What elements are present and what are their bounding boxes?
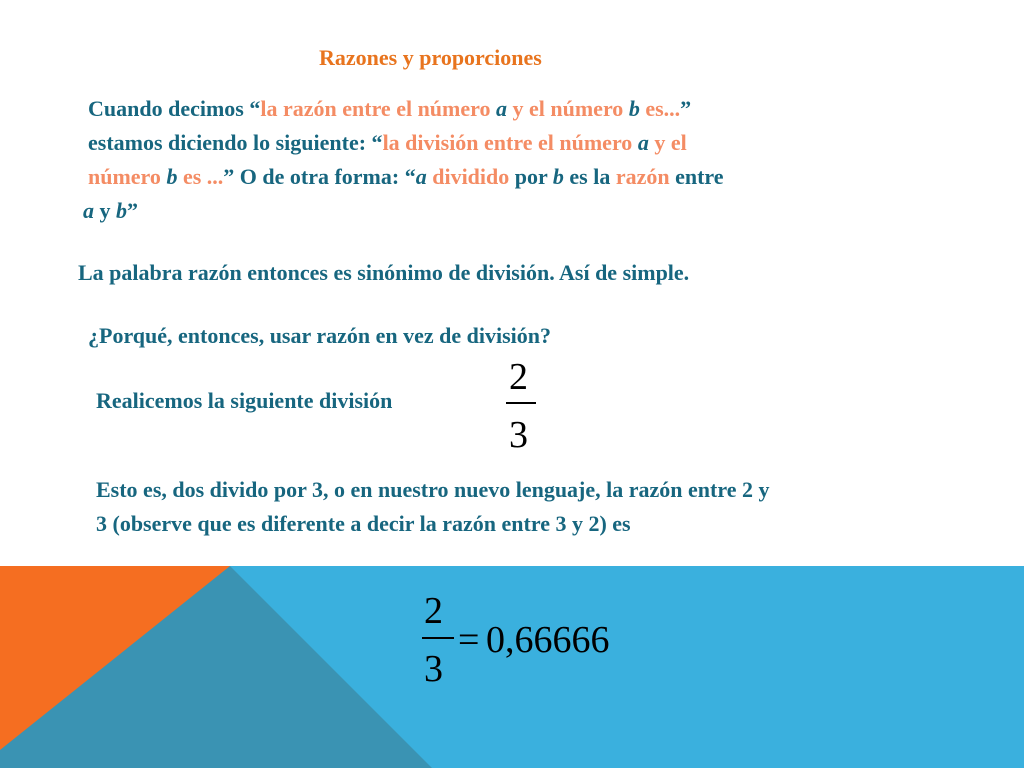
text-run: entre	[669, 164, 724, 189]
text-run: b	[552, 164, 564, 189]
text-run: número	[88, 164, 167, 189]
equation-numerator: 2	[424, 590, 443, 632]
paragraph-definition	[83, 92, 724, 228]
text-run: y el	[648, 130, 687, 155]
text-run: b	[628, 96, 640, 121]
paragraph-explanation	[96, 473, 769, 541]
equation-denominator: 3	[424, 648, 443, 690]
paragraph-line: Esto es, dos divido por 3, o en nuestro nuevo lenguaje, la razón entre 2 y	[96, 477, 770, 502]
fraction-denominator: 3	[509, 414, 528, 456]
text-run: Cuando decimos “	[88, 96, 261, 121]
text-run: a	[415, 164, 427, 189]
paragraph-line	[88, 160, 724, 194]
text-run: es la	[563, 164, 616, 189]
text-run: ”	[680, 96, 692, 121]
text-run: dividido	[426, 164, 510, 189]
text-run: a	[83, 198, 94, 223]
fraction-numerator: 2	[509, 356, 528, 398]
text-run: b	[166, 164, 178, 189]
text-run: b	[116, 198, 127, 223]
text-run: ” O de otra forma: “	[223, 164, 416, 189]
text-run: la razón entre el número	[260, 96, 496, 121]
paragraph-line	[88, 92, 724, 126]
equation-result: 0,66666	[486, 619, 610, 661]
text-run: razón	[615, 164, 670, 189]
equals-sign: =	[458, 619, 480, 661]
text-run: y	[94, 198, 116, 223]
paragraph-line: 3 (observe que es diferente a decir la razón entre 3 y 2) es	[96, 511, 631, 536]
text-run: estamos diciendo lo siguiente: “	[88, 130, 383, 155]
paragraph-line	[83, 194, 724, 228]
slide-title: Razones y proporciones	[319, 45, 542, 70]
text-run: por	[509, 164, 553, 189]
fraction-bar	[506, 402, 536, 404]
decorative-band	[0, 566, 1024, 768]
text-run: es ...	[177, 164, 224, 189]
paragraph-line	[88, 126, 724, 160]
text-run: es...	[639, 96, 681, 121]
text-run: a	[637, 130, 649, 155]
text-run: ”	[127, 198, 138, 223]
text-run: la división entre el número	[382, 130, 638, 155]
question-line: ¿Porqué, entonces, usar razón en vez de división?	[88, 323, 552, 348]
text-run: a	[496, 96, 507, 121]
division-intro: Realicemos la siguiente división	[96, 388, 393, 413]
equation-fraction-bar	[422, 637, 454, 639]
text-run: y el número	[507, 96, 629, 121]
synonym-statement: La palabra razón entonces es sinónimo de división. Así de simple.	[78, 260, 690, 285]
